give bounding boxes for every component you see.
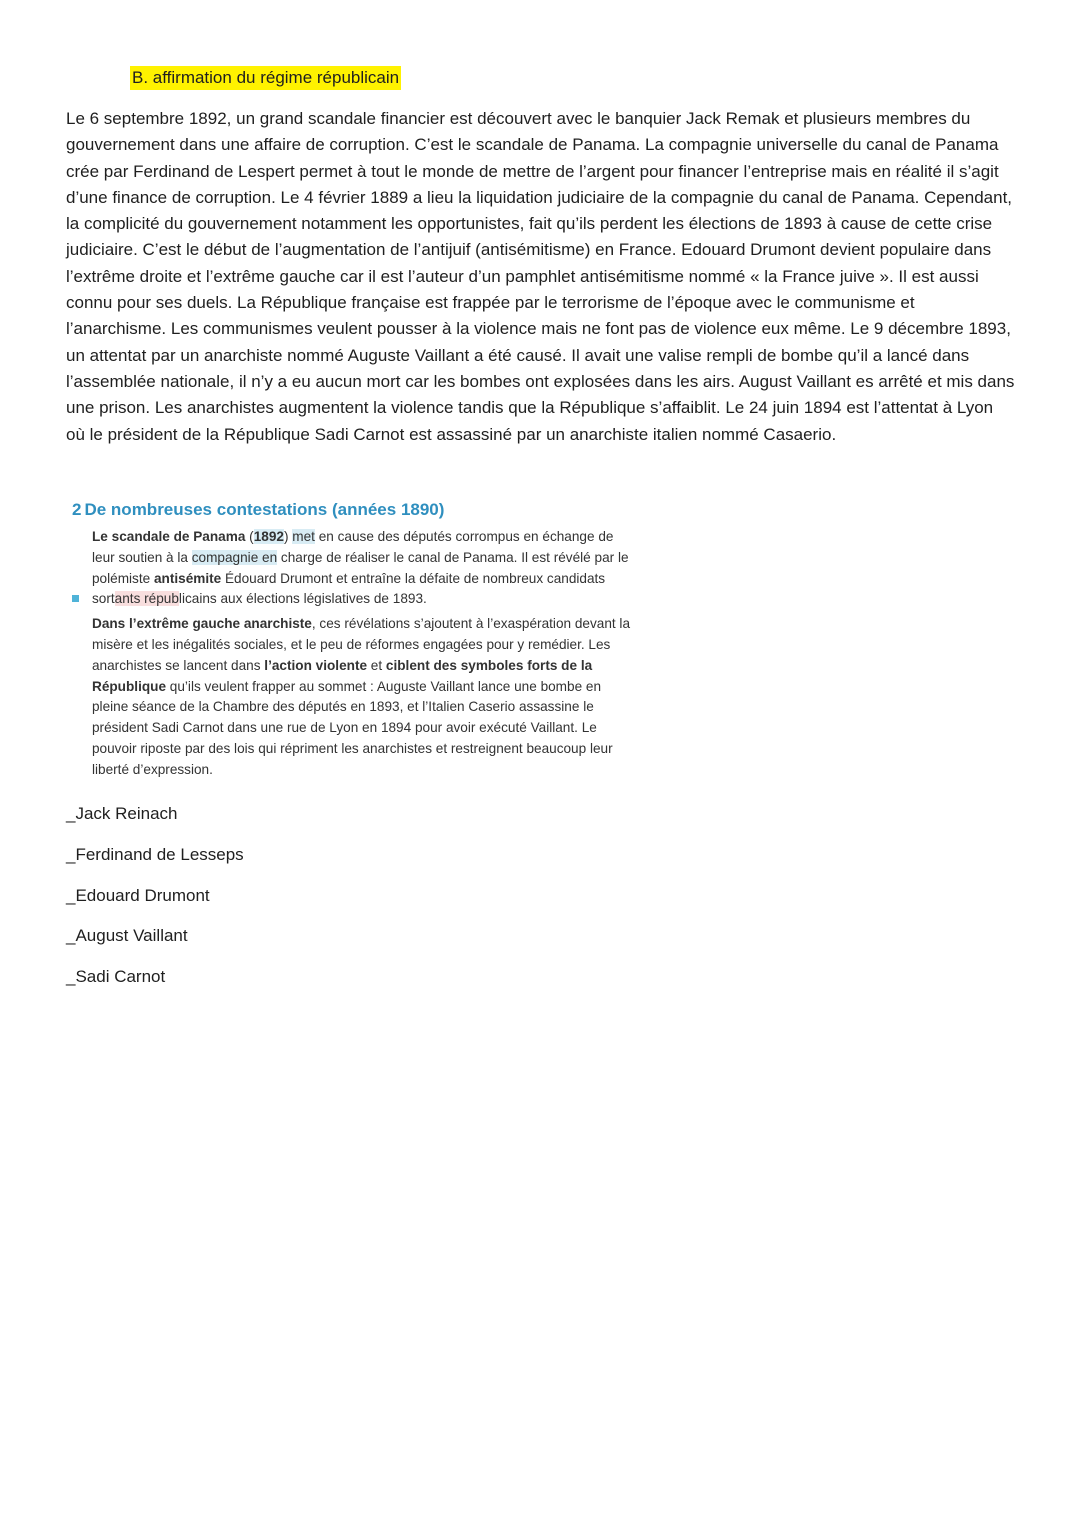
excerpt-title-text: De nombreuses contestations (années 1890) [84,500,445,519]
text-run: , ces révélations s’ajoutent à l’exaspération devant la misère et les inégalités sociales, et le peu de réformes engagées pour y remédier. Les anarchistes se lancent dans [92,616,631,673]
highlight-met: met [292,529,315,544]
excerpt-title [72,498,638,522]
bold-term: Le scandale de Panama [92,529,246,544]
bold-term: ciblent des symboles forts de la République [92,657,593,694]
list-item: _Edouard Drumont [66,885,210,905]
text-run: charge de réaliser le canal de Panama. Il est révélé par le polémiste [92,549,629,586]
list-item: _August Vaillant [66,926,188,946]
text-run: ) [283,529,293,544]
list-item: _Sadi Carnot [66,967,166,987]
main-paragraph [66,106,1016,448]
text-run: en cause des députés corrompus en échange de leur soutien à la [92,529,614,565]
highlight-compagnie: compagnie en [191,549,278,565]
text-run: Édouard Drumont et entraîne la défaite de nombreux candidats sort [92,570,606,607]
bold-term: l’action violente [264,657,368,673]
excerpt-paragraph-1 [92,527,638,610]
highlight-year: 1892 [253,529,284,544]
excerpt-paragraph-2 [92,614,638,780]
bullet-marker [72,595,79,602]
textbook-excerpt [72,498,638,785]
section-heading: B. affirmation du régime républicain [130,66,401,90]
names-list [66,802,244,1006]
text-run: licains aux élections législatives de 1893. [178,591,427,607]
list-item: _Jack Reinach [66,804,178,823]
text-run: qu’ils veulent frapper au sommet : Auguste Vaillant lance une bombe en pleine séance de la Chambre des députés en 1893, et l’Italien Caserio assassine le président Sadi Carnot dans une rue de Lyon en 1894 pour avoir exécuté Vaillant. Le pouvoir riposte par des lois qui répriment les anarchistes et restreignent beaucoup leur liberté d’expression. [92,678,613,777]
highlight-republicains: ants répub [114,591,179,607]
text-run: et [367,657,386,673]
text-run: ( [245,529,254,544]
excerpt-body [92,527,638,781]
list-item: _Ferdinand de Lesseps [66,844,244,864]
bold-term: Dans l’extrême gauche anarchiste [92,616,312,632]
excerpt-number: 2 [72,500,82,519]
bold-term: antisémite [153,570,222,586]
paragraph-text: Le 6 septembre 1892, un grand scandale financier est découvert avec le banquier Jack Remak et plusieurs membres du gouvernement dans une affaire de corruption. C’est le scandale de Panama. La compagnie universelle du canal de Panama crée par Ferdinand de Lespert permet à tout le monde de mettre de l’argent pour financer l’entreprise mais en réalité il s’agit d’une finance de corruption. Le 4 février 1889 a lieu la liquidation judiciaire de la compagnie du canal de Panama. Cependant, la complicité du gouvernement notamment les opportunistes, fait qu’ils perdent les élections de 1893 à cause de cette crise judiciaire. C’est le début de l’augmentation de l’antijuif (antisémitisme) en France. Edouard Drumont devient populaire dans l’extrême droite et l’extrême gauche car il est l’auteur d’un pamphlet antisémitisme nommé « la France juive ». Il est aussi connu pour ses duels. La République française est frappée par le terrorisme de l’époque avec le communisme et l’anarchisme. Les communismes veulent pousser à la violence mais ne font pas de violence eux même. Le 9 décembre 1893, un attentat par un anarchiste nommé Auguste Vaillant a été causé. Il avait une valise rempli de bombe qu’il a lancé dans l’assemblée nationale, il n’y a eu aucun mort car les bombes ont explosées dans les airs. August Vaillant es arrêté et mis dans une prison. Les anarchistes augmentent la violence tandis que la République s’affaiblit. Le 24 juin 1894 est l’attentat à Lyon où le président de la République Sadi Carnot est assassiné par un anarchiste italien nommé Casaerio. [66,109,1015,444]
